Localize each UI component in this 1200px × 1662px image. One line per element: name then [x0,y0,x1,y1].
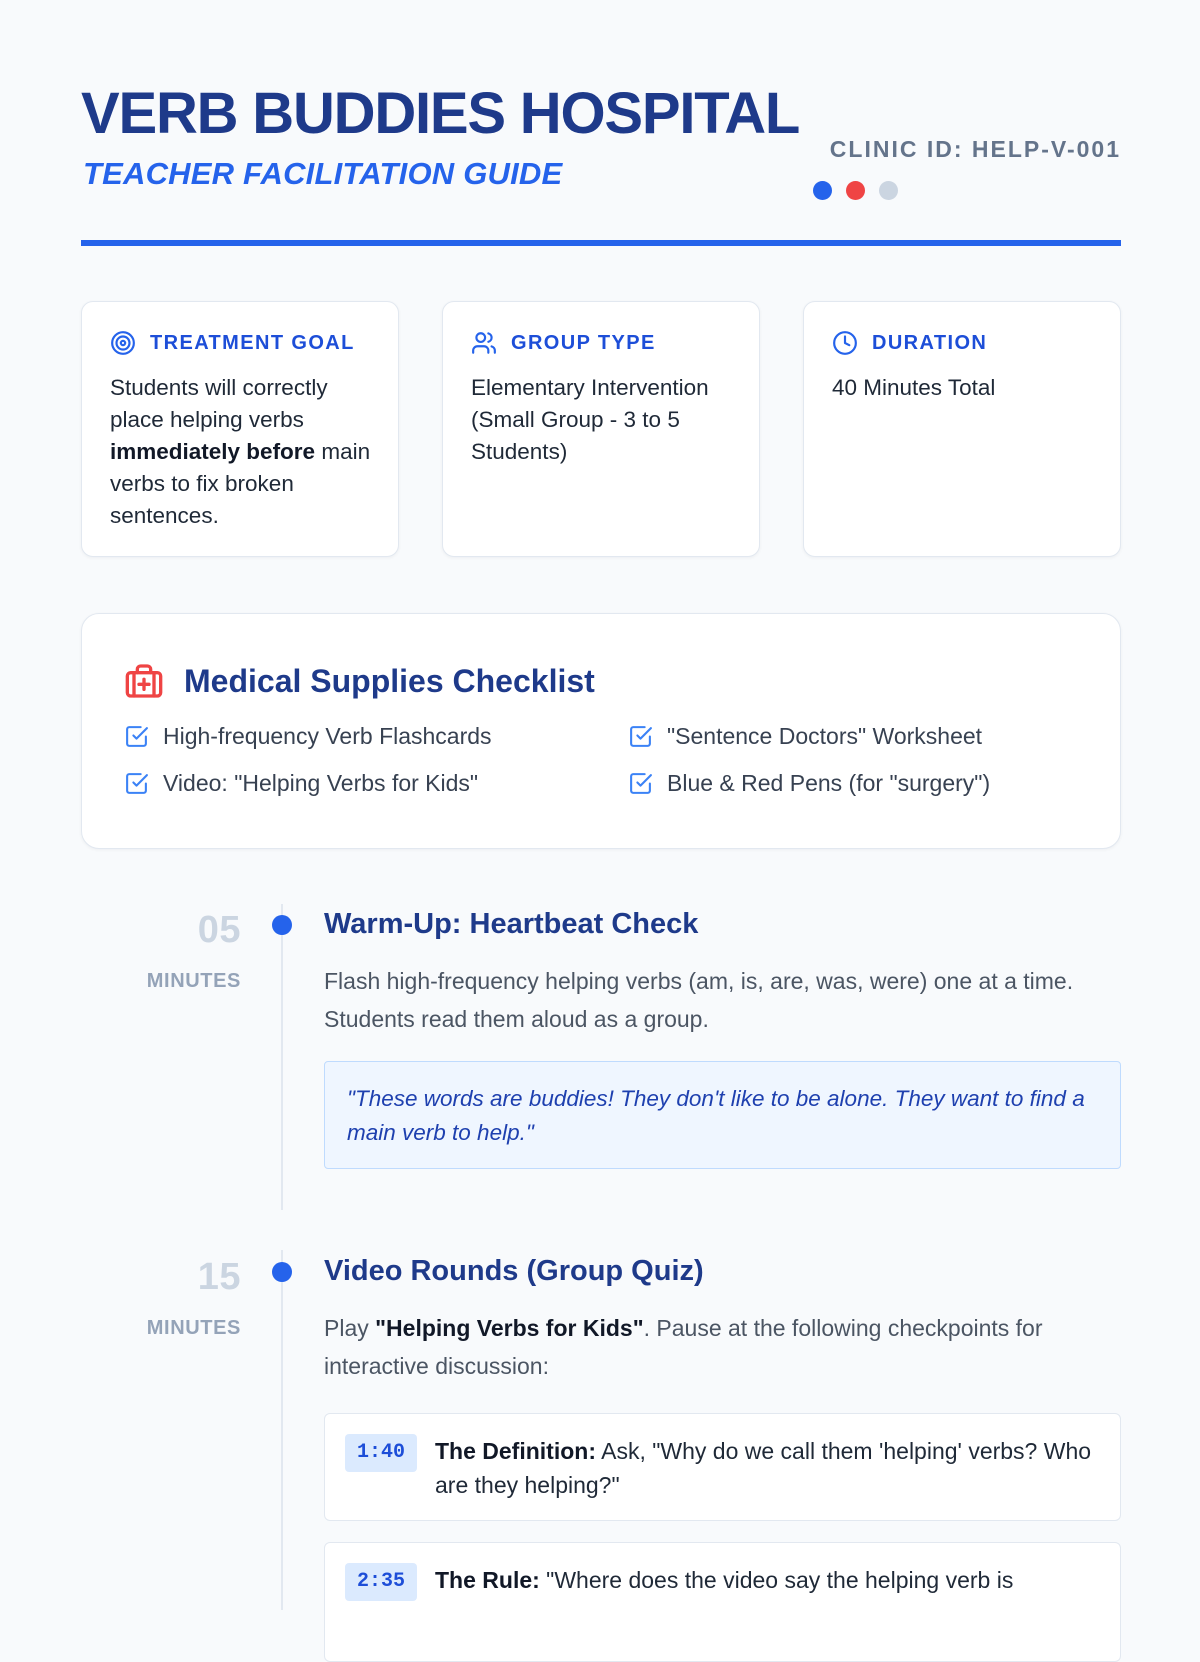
checkpoint-timestamp: 1:40 [345,1434,417,1472]
supply-label: High-frequency Verb Flashcards [163,723,492,749]
checkpoint-card [324,1542,1121,1662]
medical-kit-icon [124,661,164,701]
supply-item [628,720,1068,753]
desc-part: . Pause at the following checkpoints for interactive discussion: [324,1315,1043,1379]
checkbox-checked-icon [124,724,149,749]
checkpoint-prompt: "Where does the video say the helping verb is [539,1567,1014,1593]
supply-item [124,767,628,800]
desc-part: Play [324,1315,376,1341]
page-subtitle: TEACHER FACILITATION GUIDE [83,156,563,191]
target-icon [110,330,136,356]
checkpoint-label: The Rule: [435,1567,540,1593]
step-duration: 05 [197,909,241,951]
facilitation-guide-page [81,0,1121,1593]
duration-card [803,301,1121,557]
supply-label: Blue & Red Pens (for "surgery") [667,770,991,796]
card-label: DURATION [872,331,988,354]
dot-gray [879,181,898,200]
card-text-emphasis: immediately before [110,439,316,464]
step-unit: MINUTES [146,970,241,992]
checkpoint-text [435,1434,1100,1502]
users-icon [471,330,497,356]
header-divider [81,240,1121,246]
card-text-part: main verbs to fix broken sentences. [110,439,371,528]
card-text-part: Students will correctly place helping verbs [110,375,328,432]
supply-label: Video: "Helping Verbs for Kids" [163,770,479,796]
supplies-title: Medical Supplies Checklist [184,662,595,699]
checkbox-checked-icon [628,724,653,749]
teacher-script-quote: "These words are buddies! They don't like to be alone. They want to find a main verb to help." [324,1061,1121,1169]
card-label: GROUP TYPE [511,331,656,354]
supply-item [628,767,1068,800]
card-label: TREATMENT GOAL [150,331,355,354]
supplies-checklist [81,613,1121,849]
checkpoint-text [435,1563,1100,1597]
dot-red [846,181,865,200]
checkbox-checked-icon [124,771,149,796]
step-description [324,1309,1114,1385]
checkpoint-card [324,1413,1121,1521]
card-text [110,372,372,532]
step-duration: 15 [197,1256,241,1298]
treatment-goal-card [81,301,399,557]
supply-label: "Sentence Doctors" Worksheet [667,723,983,749]
timeline-marker [272,915,292,935]
step-title: Video Rounds (Group Quiz) [324,1255,704,1287]
timeline-marker [272,1262,292,1282]
clinic-id: CLINIC ID: HELP-V-001 [829,136,1121,162]
decorative-dots [813,181,898,200]
card-text: 40 Minutes Total [832,375,996,400]
checkpoint-timestamp: 2:35 [345,1563,417,1601]
step-unit: MINUTES [146,1317,241,1339]
info-cards [81,301,1121,557]
group-type-card [442,301,760,557]
supply-list [124,720,1080,800]
timeline-line [281,904,283,1210]
video-title: "Helping Verbs for Kids" [375,1315,644,1341]
card-text: Elementary Intervention (Small Group - 3 to 5 Students) [471,375,709,464]
step-title: Warm-Up: Heartbeat Check [324,908,699,940]
page-title: VERB BUDDIES HOSPITAL [81,81,800,146]
step-description: Flash high-frequency helping verbs (am, is, are, was, were) one at a time. Students read them aloud as a group. [324,968,1074,1032]
checkbox-checked-icon [628,771,653,796]
dot-blue [813,181,832,200]
supply-item [124,720,628,753]
checkpoint-label: The Definition: [435,1438,596,1464]
checkpoint-prompt: Ask, "Why do we call them 'helping' verbs? Who are they helping?" [435,1438,1092,1498]
clock-icon [832,330,858,356]
timeline-line [281,1250,283,1610]
guide-header [81,0,1121,248]
